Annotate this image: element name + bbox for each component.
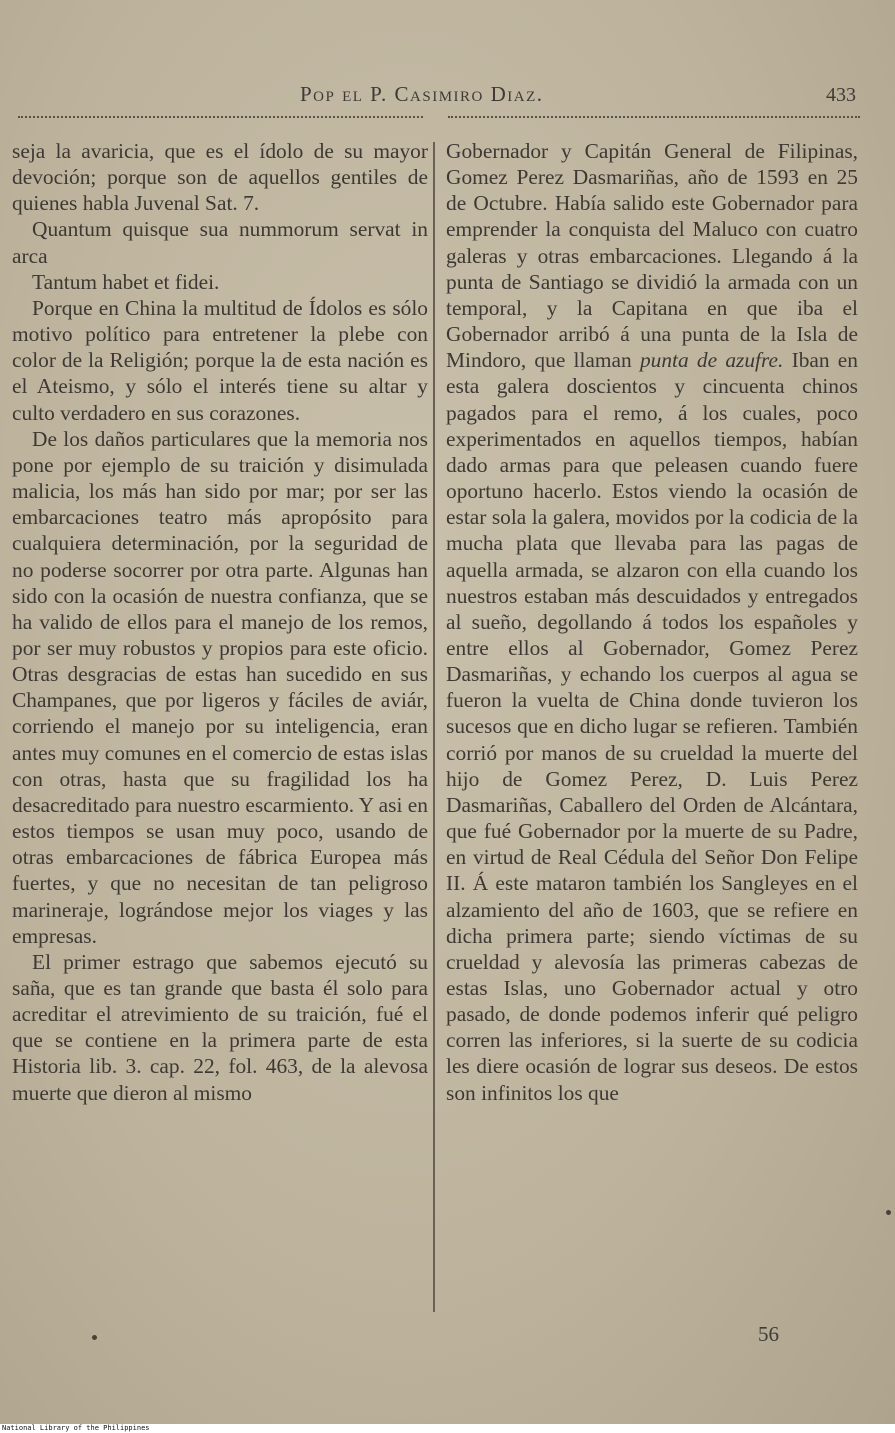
italic-place-name: punta de azufre.	[639, 348, 784, 373]
left-paragraph-4: El primer estrago que sabemos ejecutó su saña, que es tan grande que basta él solo para acreditar el atrevimiento de su traición, fué el que se contiene en la primera parte de esta Historia lib. 3. cap. 22, fol. 463, de la alevosa muerte que dieron al mismo	[12, 949, 428, 1105]
header-ornament-rule-left	[18, 116, 423, 126]
paper-speck	[886, 1210, 891, 1215]
left-paragraph-1: seja la avaricia, que es el ídolo de su mayor devoción; porque son de aquellos gentiles de quienes habla Juvenal Sat. 7.	[12, 139, 428, 216]
page-number: 433	[826, 84, 856, 106]
left-column	[12, 138, 428, 1106]
paper-speck	[92, 1335, 97, 1340]
page-header	[0, 78, 895, 108]
signature-mark: 56	[758, 1322, 779, 1346]
right-paragraph-1-part-b: Iban en esta galera doscientos y cincuenta chinos pagados para el remo, á los cuales, poco experimentados en aquellos tiempos, habían dado armas para que peleasen cuando fuere oportuno hacerlo. Estos viendo la ocasión de estar sola la galera, movidos por la codicia de la mucha plata que llevaba para las pagas de aquella armada, se alzaron con ella cuando los nuestros estaban más descuidados y entregados al sueño, degollando á todos los españoles y entre ellos al Gobernador, Gomez Perez Dasmariñas, y echando los cuerpos al agua se fueron la vuelta de China donde tuvieron los sucesos que en dicho lugar se refieren. También corrió por manos de su crueldad la muerte del hijo de Gomez Perez, D. Luis Perez Dasmariñas, Caballero del Orden de Alcántara, que fué Gobernador por la muerte de su Padre, en virtud de Real Cédula del Señor Don Felipe II. Á este mataron también los Sangleyes en el alzamiento del año de 1603, que se refiere en dicha primera parte; siendo víctimas de su crueldad y alevosía las primeras cabezas de estas Islas, uno Gobernador actual y otro pasado, de donde podemos inferir qué peligro corren las inferiores, si la suerte de su codicia les diere ocasión de lograr sus deseos. De estos son infinitos los que	[446, 348, 858, 1105]
column-divider	[433, 142, 435, 1312]
latin-quote-line-1: Quantum quisque sua nummorum servat in arca	[12, 217, 428, 268]
latin-quote-line-2: Tantum habet et fidei.	[32, 269, 220, 294]
right-column	[446, 138, 858, 1106]
right-paragraph-1	[446, 138, 858, 1106]
library-credit: National Library of the Philippines	[2, 1424, 150, 1432]
running-title: Pop el P. Casimiro Diaz.	[300, 82, 544, 106]
left-paragraph-2: Porque en China la multitud de Ídolos es sólo motivo político para entretener la plebe con color de la Religión; porque la de esta nación es el Ateismo, y sólo el interés tiene su altar y culto verdadero en sus corazones.	[12, 295, 428, 425]
left-paragraph-3: De los daños particulares que la memoria nos pone por ejemplo de su traición y disimulada malicia, los más han sido por mar; por ser las embarcaciones teatro más apropósito para cualquiera determinación, por la seguridad de no poderse socorrer por otra parte. Algunas han sido con la ocasión de nuestra confianza, que se ha valido de ellos para el manejo de los remos, por ser muy robustos y propios para este oficio. Otras desgracias de estas han sucedido en sus Champanes, que por ligeros y fáciles de aviár, corriendo el manejo por su inteligencia, eran antes muy comunes en el comercio de estas islas con otras, hasta que su fragilidad los ha desacreditado para nuestro escarmiento. Y asi en estos tiempos se usan muy poco, usando de otras embarcaciones de fábrica Europea más fuertes, y que no necesitan de tan peligroso marineraje, lográndose mejor los viages y las empresas.	[12, 426, 428, 948]
header-ornament-rule-right	[448, 116, 860, 126]
right-paragraph-1-part-a: Gobernador y Capitán General de Filipinas, Gomez Perez Dasmariñas, año de 1593 en 25 de Octubre. Había salido este Gobernador para emprender la conquista del Maluco con cuatro galeras y otras embarcaciones. Llegando á la punta de Santiago se dividió la armada con un temporal, y la Capitana en que iba el Gobernador arribó á una punta de la Isla de Mindoro, que llaman	[446, 139, 858, 373]
